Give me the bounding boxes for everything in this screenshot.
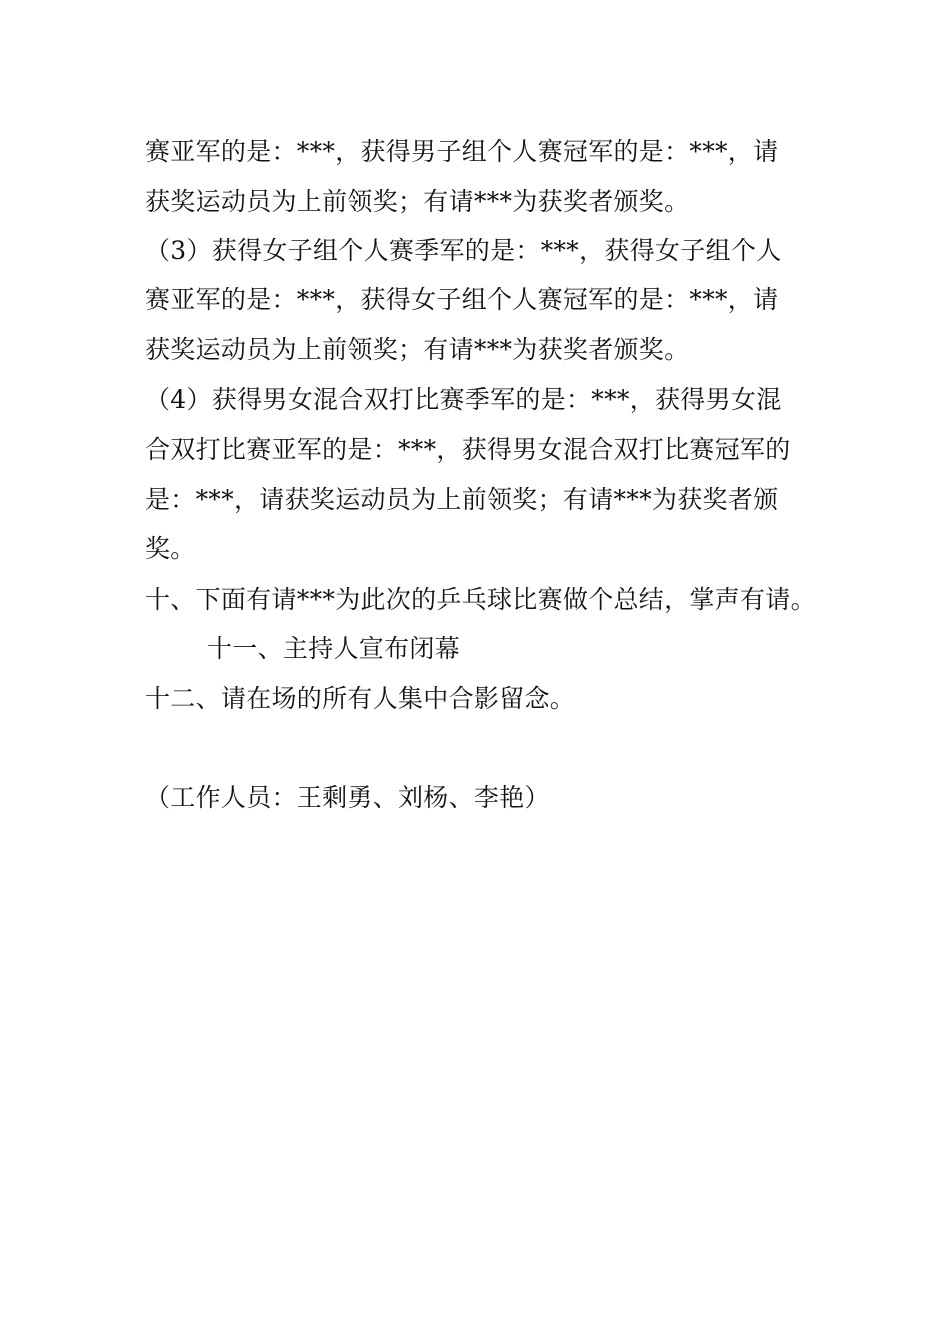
text-line: 获奖运动员为上前领奖；有请***为获奖者颁奖。 xyxy=(145,187,690,216)
section-twelve-line: 十二、请在场的所有人集中合影留念。 xyxy=(145,684,576,713)
text-line: 合双打比赛亚军的是：***，获得男女混合双打比赛冠军的 xyxy=(145,435,791,464)
text-line: （4）获得男女混合双打比赛季军的是：***，获得男女混 xyxy=(145,385,782,414)
staff-note: （工作人员：王剩勇、刘杨、李艳） xyxy=(145,783,550,812)
text-line: 赛亚军的是：***，获得女子组个人赛冠军的是：***，请 xyxy=(145,285,779,314)
text-line: 奖。 xyxy=(145,534,196,563)
text-line: （3）获得女子组个人赛季军的是：***，获得女子组个人 xyxy=(145,236,782,265)
text-line: 获奖运动员为上前领奖；有请***为获奖者颁奖。 xyxy=(145,335,690,364)
text-line: 是：***，请获奖运动员为上前领奖；有请***为获奖者颁 xyxy=(145,485,779,514)
section-eleven-line: 十一、主持人宣布闭幕 xyxy=(207,634,461,663)
section-ten-line: 十、下面有请***为此次的乒乓球比赛做个总结，掌声有请。 xyxy=(145,585,816,614)
text-line: 赛亚军的是：***，获得男子组个人赛冠军的是：***，请 xyxy=(145,137,779,166)
